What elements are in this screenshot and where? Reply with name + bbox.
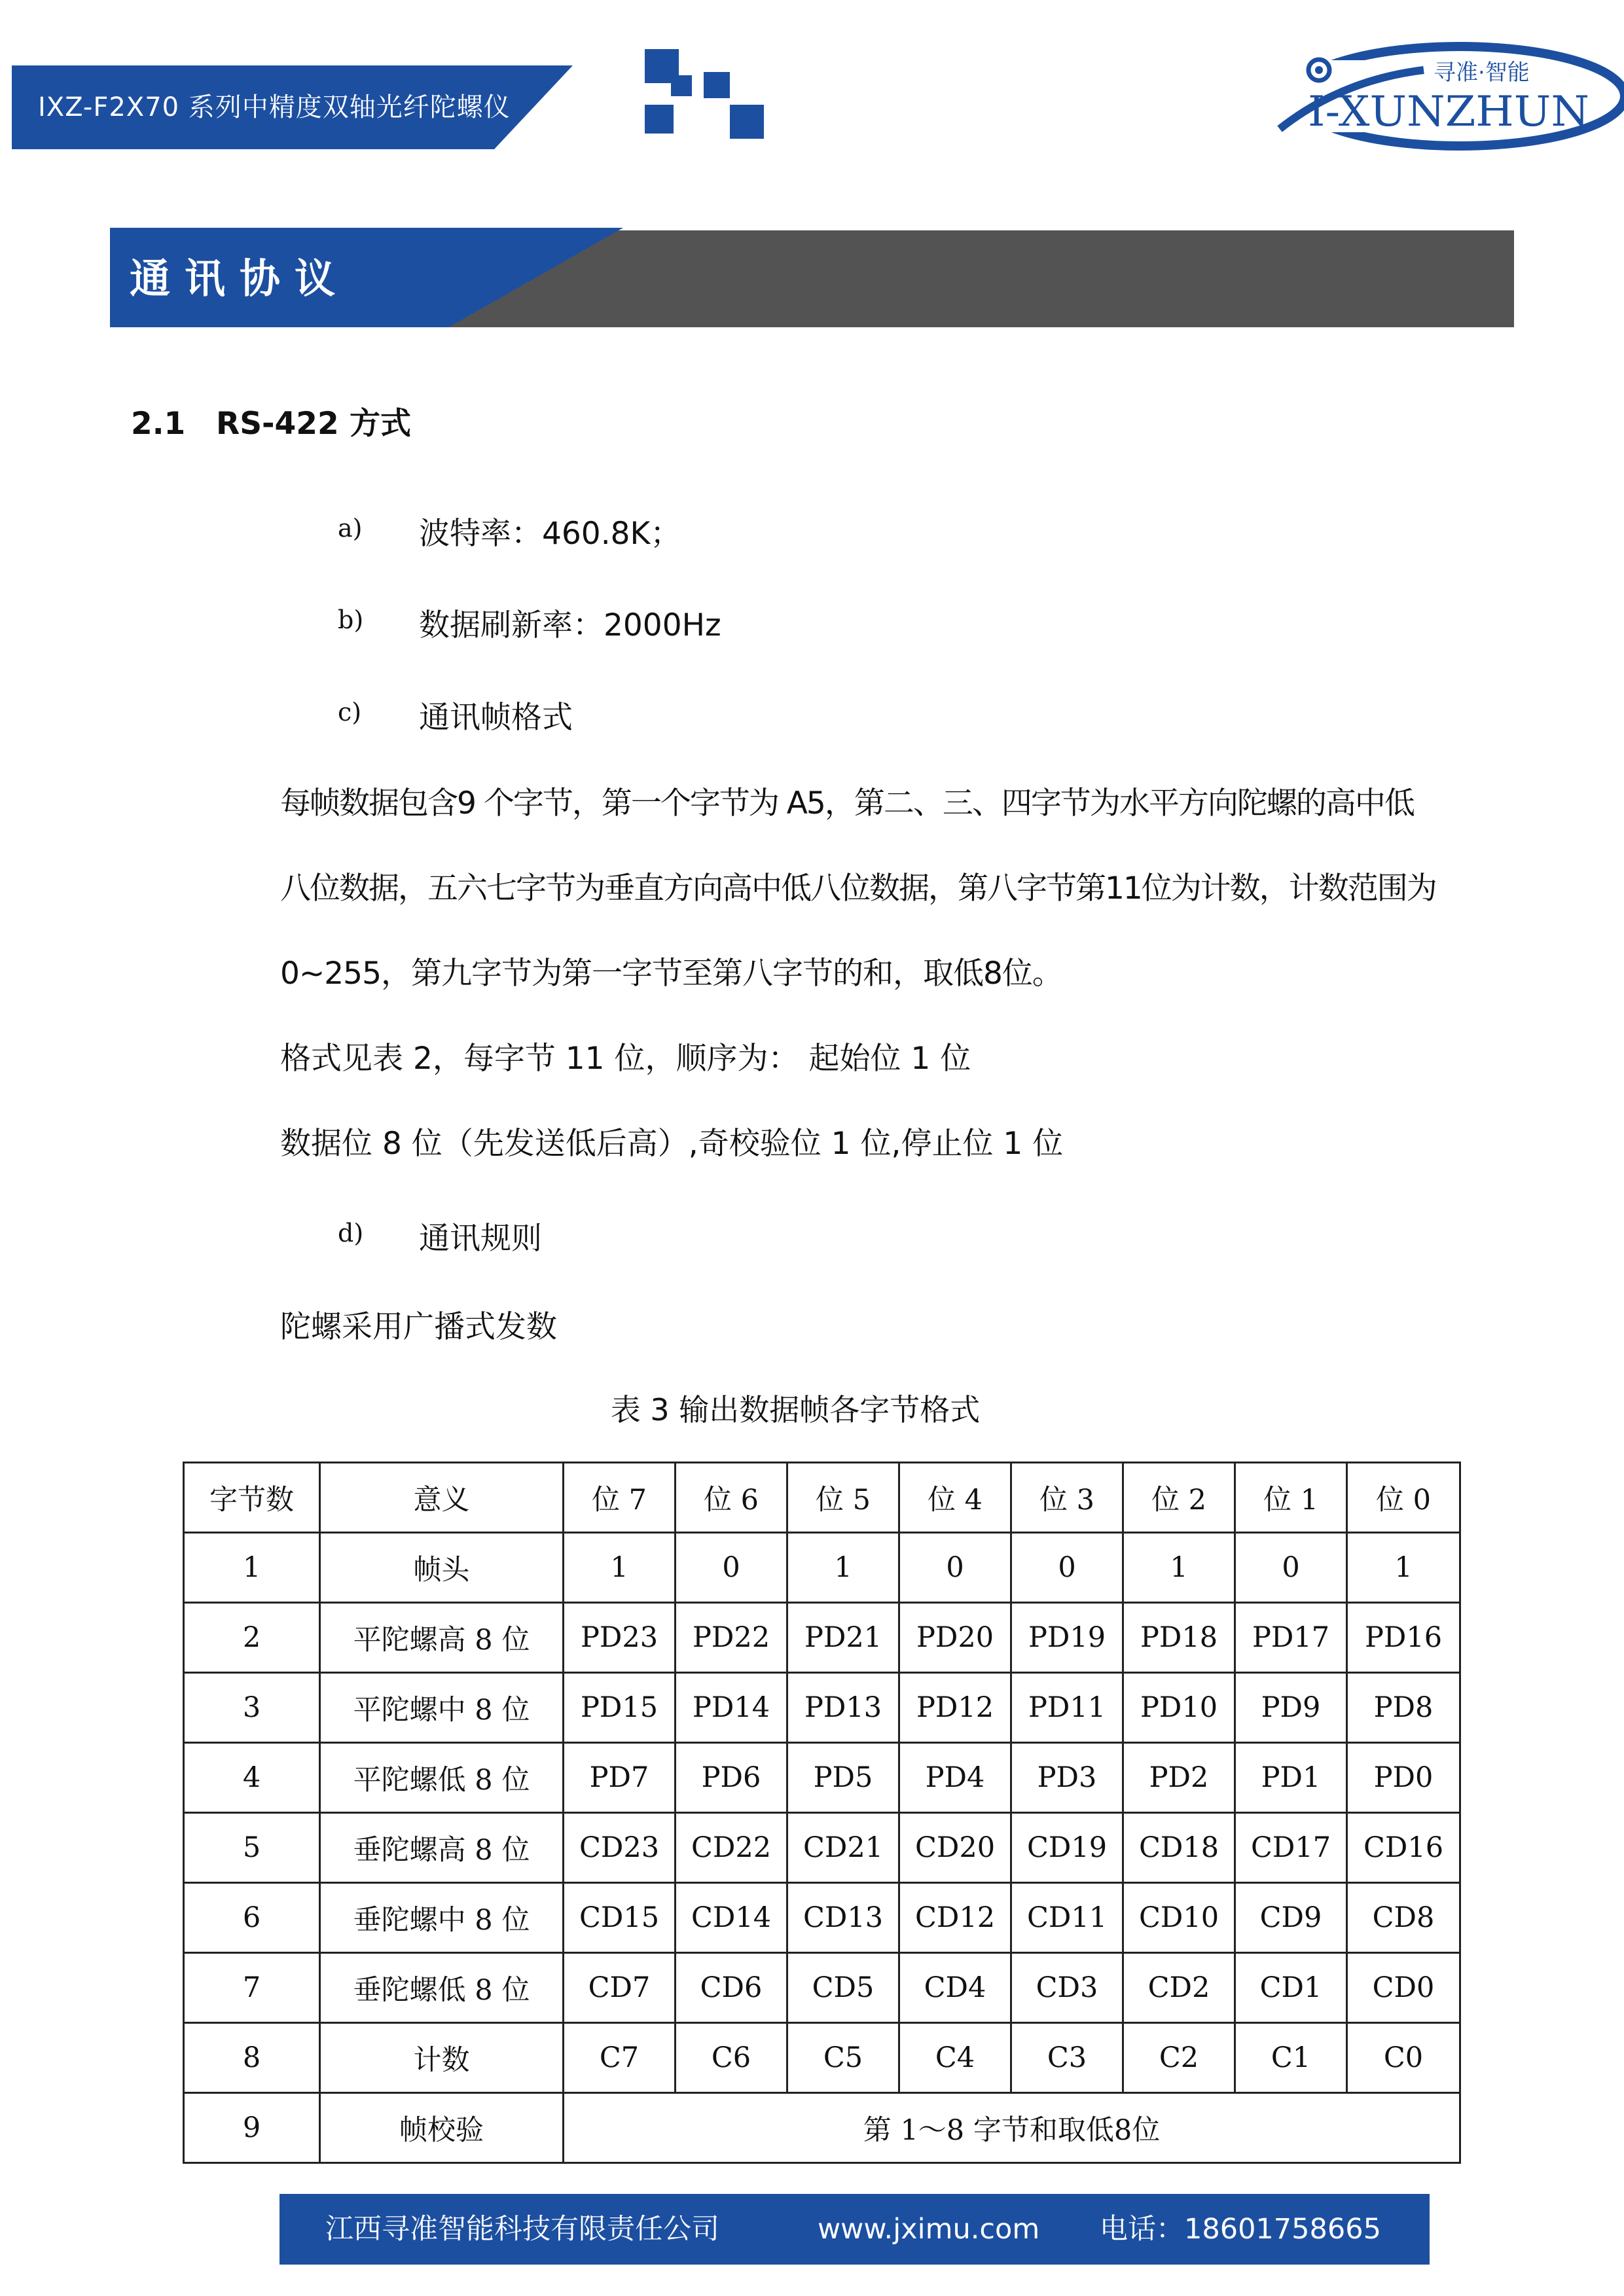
- table-cell-bit: 0: [1011, 1533, 1123, 1603]
- table-cell-bit: PD20: [899, 1603, 1011, 1673]
- table-cell-byte: 3: [184, 1673, 320, 1743]
- table-cell-bit: PD13: [787, 1673, 899, 1743]
- table-cell-checksum: 第 1～8 字节和取低8位: [564, 2093, 1460, 2163]
- header-decoration-squares: [645, 49, 776, 141]
- table-header-cell: 位 3: [1011, 1463, 1123, 1533]
- table-header-cell: 意义: [320, 1463, 564, 1533]
- table-cell-bit: CD19: [1011, 1813, 1123, 1883]
- table-cell-bit: CD10: [1123, 1883, 1235, 1953]
- table-header-cell: 字节数: [184, 1463, 320, 1533]
- table-cell-bit: CD18: [1123, 1813, 1235, 1883]
- frame-description-line: 八位数据，五六七字节为垂直方向高中低八位数据，第八字节第11位为计数，计数范围为: [280, 870, 1436, 906]
- table-cell-bit: PD1: [1235, 1743, 1347, 1813]
- table-cell-bit: CD22: [676, 1813, 787, 1883]
- table-cell-byte: 7: [184, 1953, 320, 2023]
- table-cell-bit: PD15: [564, 1673, 676, 1743]
- table-row: [184, 1743, 1460, 1813]
- table-cell-bit: PD16: [1347, 1603, 1460, 1673]
- table-cell-bit: 1: [787, 1533, 899, 1603]
- table-cell-bit: C0: [1347, 2023, 1460, 2093]
- table-cell-bit: C1: [1235, 2023, 1347, 2093]
- table-cell-bit: CD3: [1011, 1953, 1123, 2023]
- table-cell-bit: PD11: [1011, 1673, 1123, 1743]
- frame-description-line: 每帧数据包含9 个字节，第一个字节为 A5，第二、三、四字节为水平方向陀螺的高中低: [280, 785, 1414, 821]
- table-cell-bit: C2: [1123, 2023, 1235, 2093]
- table-cell-bit: PD21: [787, 1603, 899, 1673]
- table-cell-bit: PD14: [676, 1673, 787, 1743]
- table-cell-bit: PD3: [1011, 1743, 1123, 1813]
- table-header-cell: 位 5: [787, 1463, 899, 1533]
- table-cell-bit: 1: [1123, 1533, 1235, 1603]
- footer-phone: [1100, 2194, 1381, 2265]
- table-header-row: [184, 1463, 1460, 1533]
- table-cell-bit: 1: [564, 1533, 676, 1603]
- table-cell-bit: CD8: [1347, 1883, 1460, 1953]
- table-cell-bit: PD18: [1123, 1603, 1235, 1673]
- subsection-number: 2.1: [131, 406, 186, 442]
- table-cell-meaning: 平陀螺低 8 位: [320, 1743, 564, 1813]
- list-marker-a: a): [338, 514, 363, 543]
- table-cell-bit: 1: [1347, 1533, 1460, 1603]
- table-cell-bit: CD12: [899, 1883, 1011, 1953]
- table-cell-bit: C4: [899, 2023, 1011, 2093]
- table-cell-bit: PD12: [899, 1673, 1011, 1743]
- frame-description-line: 数据位 8 位（先发送低后高）,奇校验位 1 位,停止位 1 位: [280, 1126, 1064, 1162]
- table-cell-meaning: 平陀螺中 8 位: [320, 1673, 564, 1743]
- byte-format-table: [183, 1462, 1461, 2164]
- logo-text-en: I-XUNZHUN: [1308, 88, 1589, 136]
- table-cell-bit: PD2: [1123, 1743, 1235, 1813]
- table-cell-byte: 6: [184, 1883, 320, 1953]
- subsection-heading: [131, 399, 411, 443]
- table-cell-bit: PD6: [676, 1743, 787, 1813]
- table-cell-bit: C5: [787, 2023, 899, 2093]
- footer-phone-label: 电话：: [1100, 2213, 1184, 2246]
- table-cell-bit: CD4: [899, 1953, 1011, 2023]
- comm-rule-text: 陀螺采用广播式发数: [280, 1309, 557, 1345]
- table-cell-bit: PD9: [1235, 1673, 1347, 1743]
- table-cell-bit: CD16: [1347, 1813, 1460, 1883]
- table-header-cell: 位 4: [899, 1463, 1011, 1533]
- table-cell-meaning: 平陀螺高 8 位: [320, 1603, 564, 1673]
- table-cell-bit: CD14: [676, 1883, 787, 1953]
- footer-website: www.jximu.com: [818, 2213, 1040, 2246]
- table-cell-meaning: 垂陀螺中 8 位: [320, 1883, 564, 1953]
- table-row: [184, 1533, 1460, 1603]
- table-cell-bit: CD11: [1011, 1883, 1123, 1953]
- table-cell-byte: 5: [184, 1813, 320, 1883]
- footer-company: 江西寻准智能科技有限责任公司: [325, 2213, 719, 2246]
- table-cell-byte: 4: [184, 1743, 320, 1813]
- table-cell-bit: 0: [899, 1533, 1011, 1603]
- table-row: [184, 1953, 1460, 2023]
- table-cell-bit: PD10: [1123, 1673, 1235, 1743]
- table-cell-bit: CD23: [564, 1813, 676, 1883]
- table-cell-bit: PD7: [564, 1743, 676, 1813]
- table-cell-bit: CD17: [1235, 1813, 1347, 1883]
- table-cell-bit: CD0: [1347, 1953, 1460, 2023]
- table-cell-bit: PD8: [1347, 1673, 1460, 1743]
- table-row: [184, 1883, 1460, 1953]
- table-cell-meaning: 垂陀螺高 8 位: [320, 1813, 564, 1883]
- table-cell-bit: CD20: [899, 1813, 1011, 1883]
- table-cell-bit: CD13: [787, 1883, 899, 1953]
- list-item-frame-format: 通讯帧格式: [419, 700, 573, 736]
- table-header-cell: 位 2: [1123, 1463, 1235, 1533]
- table-cell-bit: CD21: [787, 1813, 899, 1883]
- table-header-cell: 位 1: [1235, 1463, 1347, 1533]
- table-row: [184, 1603, 1460, 1673]
- table-row: [184, 1673, 1460, 1743]
- table-cell-bit: PD17: [1235, 1603, 1347, 1673]
- section-title: 通讯协议: [130, 255, 350, 302]
- table-cell-bit: CD9: [1235, 1883, 1347, 1953]
- table-header-cell: 位 0: [1347, 1463, 1460, 1533]
- list-item-baud-rate: 波特率：460.8K；: [419, 516, 681, 552]
- list-item-refresh-rate: 数据刷新率：2000Hz: [419, 607, 721, 643]
- table-cell-byte: 8: [184, 2023, 320, 2093]
- table-cell-bit: C6: [676, 2023, 787, 2093]
- table-caption: 表 3 输出数据帧各字节格式: [610, 1392, 981, 1427]
- table-cell-meaning: 帧校验: [320, 2093, 564, 2163]
- table-cell-bit: C3: [1011, 2023, 1123, 2093]
- list-item-comm-rules: 通讯规则: [419, 1221, 542, 1257]
- table-row-checksum: [184, 2093, 1460, 2163]
- table-cell-bit: C7: [564, 2023, 676, 2093]
- company-logo: [1263, 34, 1624, 158]
- table-row: [184, 1813, 1460, 1883]
- table-cell-byte: 1: [184, 1533, 320, 1603]
- frame-description-line: 格式见表 2，每字节 11 位，顺序为： 起始位 1 位: [280, 1041, 971, 1077]
- table-header-cell: 位 7: [564, 1463, 676, 1533]
- list-marker-b: b): [338, 605, 364, 634]
- table-cell-bit: PD0: [1347, 1743, 1460, 1813]
- list-marker-c: c): [338, 698, 362, 726]
- table-cell-bit: 0: [1235, 1533, 1347, 1603]
- table-cell-bit: 0: [676, 1533, 787, 1603]
- list-marker-d: d): [338, 1219, 364, 1247]
- table-header-cell: 位 6: [676, 1463, 787, 1533]
- logo-text-cn: 寻准·智能: [1434, 60, 1530, 86]
- footer-phone-number: 18601758665: [1184, 2213, 1381, 2246]
- table-cell-byte: 9: [184, 2093, 320, 2163]
- table-cell-bit: PD22: [676, 1603, 787, 1673]
- table-cell-bit: CD7: [564, 1953, 676, 2023]
- table-cell-bit: CD15: [564, 1883, 676, 1953]
- table-cell-bit: PD4: [899, 1743, 1011, 1813]
- table-cell-meaning: 帧头: [320, 1533, 564, 1603]
- table-cell-bit: PD23: [564, 1603, 676, 1673]
- table-cell-byte: 2: [184, 1603, 320, 1673]
- table-cell-bit: CD2: [1123, 1953, 1235, 2023]
- table-cell-bit: PD5: [787, 1743, 899, 1813]
- table-cell-bit: CD1: [1235, 1953, 1347, 2023]
- document-title: IXZ-F2X70 系列中精度双轴光纤陀螺仪: [38, 92, 511, 122]
- table-cell-meaning: 计数: [320, 2023, 564, 2093]
- table-row: [184, 2023, 1460, 2093]
- table-cell-meaning: 垂陀螺低 8 位: [320, 1953, 564, 2023]
- footer-bar: [280, 2194, 1430, 2265]
- table-cell-bit: PD19: [1011, 1603, 1123, 1673]
- table-cell-bit: CD5: [787, 1953, 899, 2023]
- table-cell-bit: CD6: [676, 1953, 787, 2023]
- subsection-title: RS-422 方式: [216, 406, 412, 442]
- frame-description-line: 0~255，第九字节为第一字节至第八字节的和，取低8位。: [280, 956, 1062, 992]
